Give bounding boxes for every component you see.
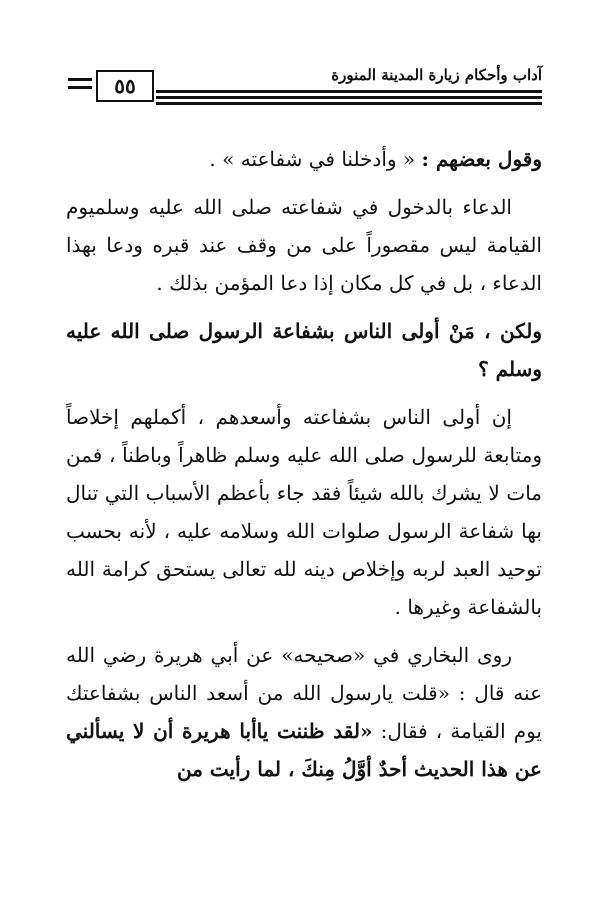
running-title: آداب وأحكام زيارة المدينة المنورة	[331, 66, 542, 84]
paragraph-3-text: روى البخاري في «صحيحه» عن أبي هريرة رضي الله عنه قال : «قلت يارسول الله من أسعد الناس بشفاعتك يوم القيامة ، فقال:	[66, 643, 542, 743]
header-rule	[156, 90, 542, 108]
page-number: ٥٥	[96, 70, 154, 102]
hadith-quote: «لقد ظننت ياأبا هريرة أن لا يسألني عن هذا الحديث أحدٌ أوَّلُ مِنكَ ، لما رأيت من	[66, 719, 542, 781]
paragraph-2: إن أولى الناس بشفاعته وأسعدهم ، أكملهم إخلاصاً ومتابعة للرسول صلى الله عليه وسلم ظاهراً وباطناً ، فمن مات لا يشرك بالله شيئاً فقد جاء بأعظم الأسباب التي تنال بها شفاعة الرسول صلوات الله وسلامه عليه ، لأنه بحسب توحيد العبد لربه وإخلاص دينه لله تعالى يستحق كرامة الله بالشفاعة وغيرها .	[66, 405, 542, 619]
paragraph-1: الدعاء بالدخول في شفاعته صلى الله عليه وسلميوم القيامة ليس مقصوراً على من وقف عند قبره ودعا بهذا الدعاء ، بل في كل مكان إذا دعا المؤمن بذلك .	[66, 195, 542, 295]
page-body	[66, 140, 542, 798]
question-heading: ولكن ، مَنْ أولى الناس بشفاعة الرسول صلى الله عليه وسلم ؟	[66, 319, 542, 381]
header-double-rule-left	[68, 78, 92, 94]
quote-line	[66, 140, 542, 178]
quote-text: « وأدخلنا في شفاعته » .	[209, 147, 422, 171]
page-header	[52, 64, 542, 112]
paragraph-3	[66, 636, 542, 788]
quote-intro: وقول بعضهم :	[421, 147, 542, 171]
